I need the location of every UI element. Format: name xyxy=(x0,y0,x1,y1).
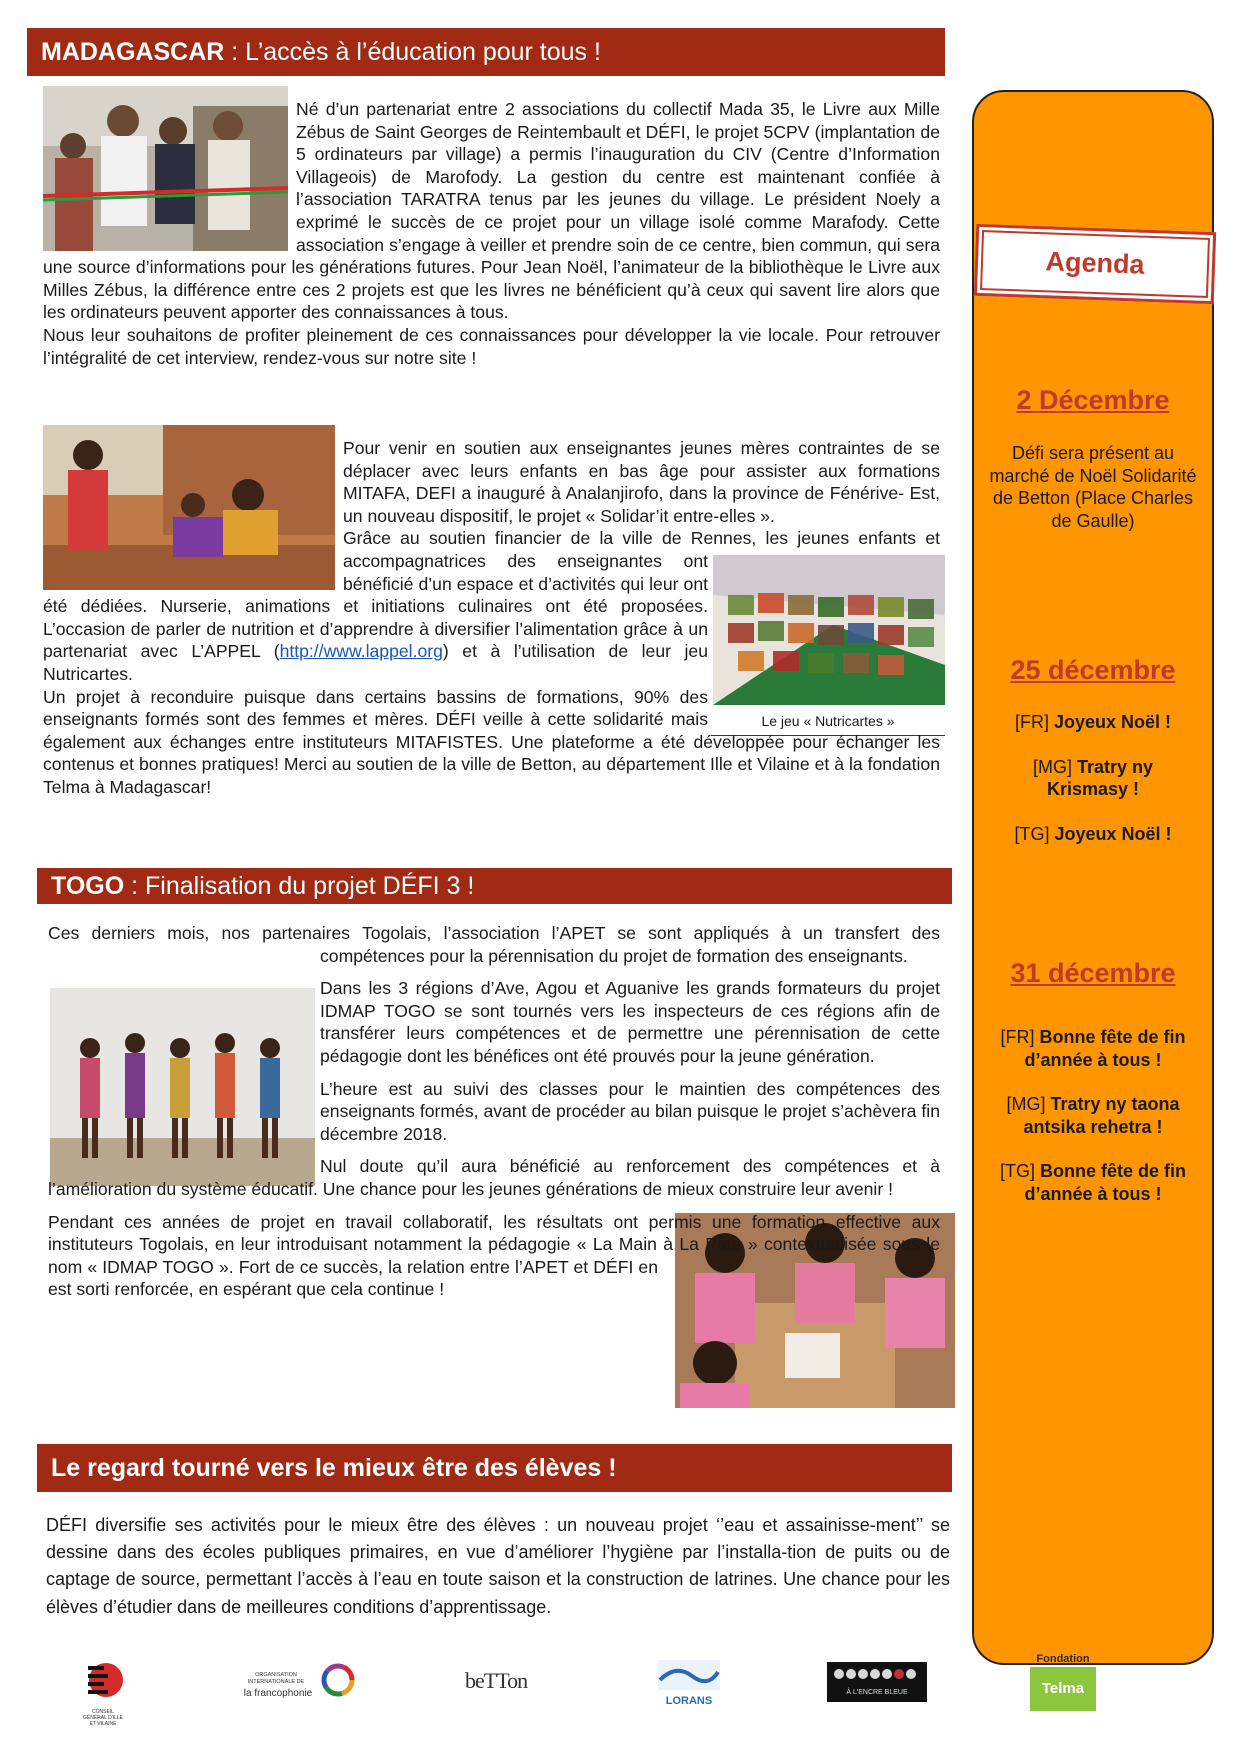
event-2-item: [FR] Joyeux Noël ! xyxy=(1014,712,1172,732)
event-date-3: 31 décembre xyxy=(1010,958,1176,988)
lorans-wave-icon xyxy=(658,1660,720,1690)
betton-logo xyxy=(465,1668,535,1702)
telma-label: Telma xyxy=(1041,1680,1085,1697)
madagascar-title-rest: : L’accès à l’éducation pour tous ! xyxy=(224,38,601,66)
francophonie-label: la francophonie xyxy=(243,1688,313,1699)
event-1-description: Défi sera présent au marché de Noël Solidarité de Betton (Place Charles de Gaulle) xyxy=(989,443,1197,531)
togo-text xyxy=(48,922,940,1453)
lorans-label: LORANS xyxy=(665,1695,713,1707)
event-2-item: [TG] Joyeux Noël ! xyxy=(1014,823,1172,844)
togo-para-4: Nul doute qu’il aura bénéficié au renforcement des compétences et à l’amélioration du système éducatif. Une chance pour les jeunes générations de mieux construire leur avenir ! xyxy=(48,1156,940,1199)
event-date-1: 2 Décembre xyxy=(1016,385,1170,415)
madagascar-text-2 xyxy=(43,437,940,799)
francophonie-small-label: ORGANISATION INTERNATIONALE DE xyxy=(247,1672,305,1685)
encre-bleue-dots-icon xyxy=(827,1662,927,1684)
event-3-item: [FR] Bonne fête de fin d’année à tous ! xyxy=(1000,1027,1186,1070)
conseil-general-label: CONSEIL GÉNÉRAL D'ILLE ET VILAINE xyxy=(83,1709,123,1727)
event-date-2: 25 décembre xyxy=(1010,655,1176,685)
madagascar-para-2: Nous leur souhaitons de profiter pleinement de ces connaissances pour développer la vie locale. Pour retrouver l’intégralité de cet interview, rendez-vous sur notre site ! xyxy=(43,324,940,368)
fondation-label: Fondation xyxy=(1036,1653,1090,1665)
conseil-general-logo xyxy=(80,1658,126,1727)
event-3-item: [TG] Bonne fête de fin d’année à tous ! xyxy=(999,1161,1186,1204)
madagascar-para-3c: ) et à l’utilisation de leur jeu Nutricartes. xyxy=(43,641,709,684)
madagascar-title-bold: MADAGASCAR xyxy=(41,38,225,66)
francophonie-logo xyxy=(236,1660,356,1710)
madagascar-para-4: Un projet à reconduire puisque dans certains bassins de formations, 90% des enseignants formés sont des femmes et mères. DÉFI veille à cette solidarité mais également aux échanges entre instituteurs MITAFISTES. Une plateforme a été développée pour échanger les contenus et bonnes pratiques! Merci au soutien de la ville de Betton, au département Ille et Vilaine et à la fondation Telma à Madagascar! xyxy=(43,686,940,797)
event-2-item: [MG] Tratry ny Krismasy ! xyxy=(1032,756,1154,800)
madagascar-text-1 xyxy=(43,98,940,369)
agenda-sidebar xyxy=(972,90,1214,1665)
encre-bleue-logo xyxy=(827,1662,927,1702)
togo-para-5: Pendant ces années de projet en travail collaboratif, les résultats ont permis une formation effective aux instituteurs Togolais, en leur introduisant notamment la pédagogie « La Main à La Pâte » contextualisée sous le nom « IDMAP TOGO ». Fort de ce succès, la relation entre l’APET et DÉFI en est sorti renforcée, en espérant que cela continue ! xyxy=(48,1211,940,1300)
encre-bleue-label: À L'ENCRE BLEUE xyxy=(846,1689,908,1696)
francophonie-ring-icon xyxy=(320,1662,356,1698)
togo-para-3: L’heure est au suivi des classes pour le maintien des compétences des enseignants formés, avant de procéder au bilan puisque le projet s’achèvera fin décembre 2018. xyxy=(320,1078,940,1144)
agenda-title: Agenda xyxy=(1045,246,1146,280)
telma-box xyxy=(1030,1667,1096,1711)
event-3-item: [MG] Tratry ny taona antsika rehetra ! xyxy=(1006,1094,1180,1137)
event-text-3 xyxy=(985,1026,1201,1217)
madagascar-para-3a: Pour venir en soutien aux enseignantes jeunes mères contraintes de se déplacer avec leurs enfants en bas âge pour assister aux formations MITAFA, DEFI a inauguré à Analanjirofo, dans la province de Fénérive- Est, un nouveau dispositif, le projet « Solidar’it entre-elles ». xyxy=(343,438,940,526)
event-text-1 xyxy=(985,442,1201,543)
togo-para-1: Ces derniers mois, nos partenaires Togolais, l’association l’APET se sont appliqués à un transfert des compétences pour la pérennisation du projet de formation des enseignants. xyxy=(48,923,940,966)
eleves-text xyxy=(46,1512,950,1621)
madagascar-para-3b: Grâce au soutien financier de la ville de Rennes, les jeunes enfants et accompagnatrices des enseignantes ont bénéficié d’un espace et d’activités qui leur ont été dédiées. Nurserie, animations et initiations culinaires ont été proposées. L’occasion de parler de nutrition et d’apprendre à diversifier l’alimentation grâce à un partenariat avec L’APPEL ( xyxy=(43,528,940,662)
agenda-title-box xyxy=(974,224,1216,304)
event-text-2 xyxy=(985,711,1201,856)
eleves-banner: Le regard tourné vers le mieux être des élèves ! xyxy=(37,1444,952,1492)
madagascar-para-1: Né d’un partenariat entre 2 associations du collectif Mada 35, le Livre aux Mille Zébus de Saint Georges de Reintembault et DÉFI, le projet 5CPV (implantation de 5 ordinateurs par village) a permis l’inauguration du CIV (Centre d’Information Villageois) de Marofody. La gestion du centre est maintenant confiée à l’association TARATRA tenus par les jeunes du village. Le président Noely a exprimé le succès de ce projet pour un village isolé comme Marafody. Cette association s’engage à veiller et prendre soin de ce centre, bien commun, qui sera une source d’informations pour les générations futures. Pour Jean Noël, l’animateur de la bibliothèque le Livre aux Milles Zébus, la différence entre ces 2 projets est que les livres ne bénéficient qu’à ceux qui savent lire alors que les ordinateurs peuvent apporter des connaissances à tous. xyxy=(43,99,940,323)
betton-label: beTTon xyxy=(465,1668,528,1693)
lappel-link[interactable]: http://www.lappel.org xyxy=(279,641,443,662)
lorans-logo xyxy=(658,1660,720,1706)
togo-banner xyxy=(37,868,952,904)
togo-title-rest: : Finalisation du projet DÉFI 3 ! xyxy=(124,872,475,900)
conseil-general-emblem-icon xyxy=(80,1658,126,1704)
madagascar-banner xyxy=(27,28,945,76)
togo-title-bold: TOGO xyxy=(51,872,125,900)
eleves-para-1: DÉFI diversifie ses activités pour le mieux être des élèves : un nouveau projet ‘’eau et assainisse-ment’’ se dessine dans des écoles publiques primaires, en vue d’améliorer l’hygiène par l’installa-tion de puits ou de captage de source, permettant l’accès à l’eau en toute saison et la construction de latrines. Une chance pour les élèves d’étudier dans de meilleures conditions d’apprentissage. xyxy=(46,1515,950,1617)
togo-para-2: Dans les 3 régions d’Ave, Agou et Aguanive les grands formateurs du projet IDMAP TOGO se sont tournés vers les inspecteurs de ces régions afin de transférer leurs compétences et de permettre une pérennisation de cette pédagogie dont les bénéfices ont été prouvés pour la jeune génération. xyxy=(320,978,940,1066)
nutricartes-caption: Le jeu « Nutricartes » xyxy=(711,713,945,736)
fondation-telma-logo xyxy=(1030,1653,1096,1715)
